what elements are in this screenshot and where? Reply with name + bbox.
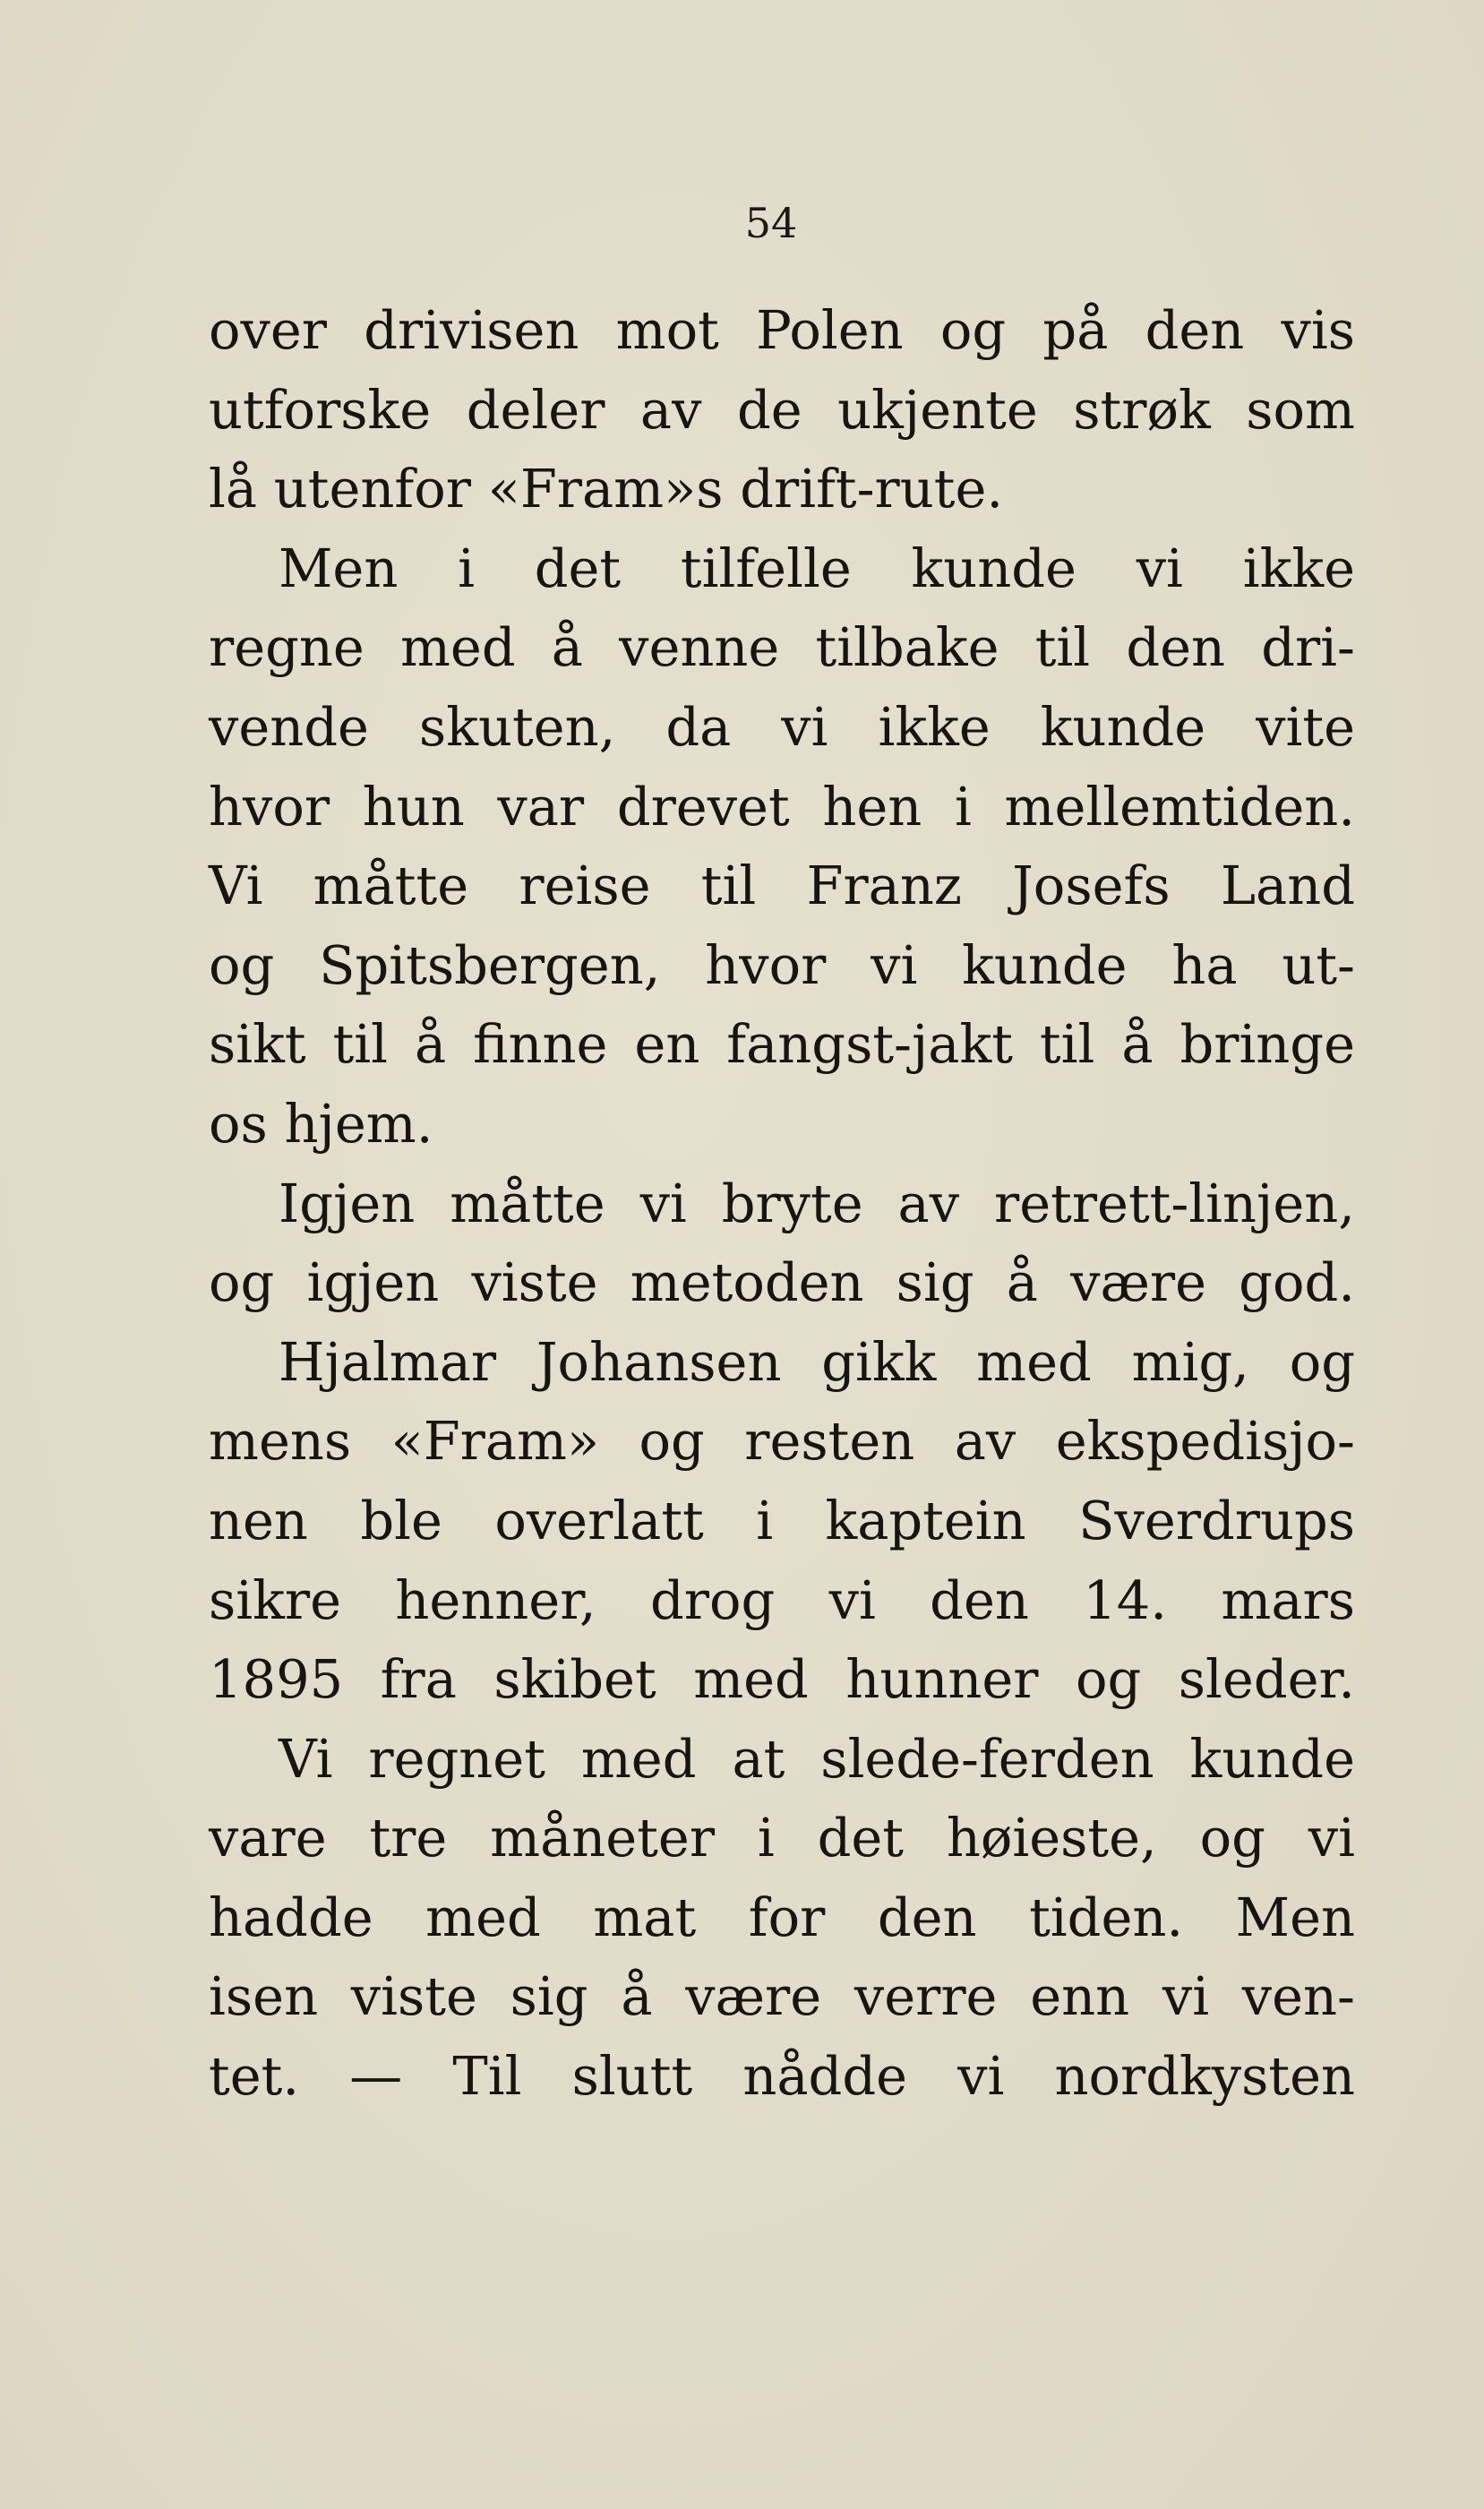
text-line: vende skuten, da vi ikke kunde vite [209,695,1355,758]
text-line: og igjen viste metoden sig å være god. [209,1251,1355,1314]
page-number: 54 [744,199,798,247]
text-line: og Spitsbergen, hvor vi kunde ha ut- [209,933,1355,996]
text-line: Hjalmar Johansen gikk med mig, og [279,1330,1355,1393]
body-text [209,291,1355,2117]
text-line: hadde med mat for den tiden. Men [209,1886,1355,1948]
text-line: utforske deler av de ukjente strøk som [209,378,1355,441]
text-line: nen ble overlatt i kaptein Sverdrups [209,1489,1355,1551]
text-line: sikt til å finne en fangst-jakt til å bringe [209,1013,1355,1076]
text-line: over drivisen mot Polen og på den vis [209,299,1355,361]
text-line: hvor hun var drevet hen i mellemtiden. [209,775,1355,838]
text-line: Vi måtte reise til Franz Josefs Land [209,855,1355,917]
text-line: isen viste sig å være verre enn vi ven- [209,1965,1355,2028]
text-line: mens «Fram» og resten av ekspedisjo- [209,1410,1355,1473]
text-line: sikre henner, drog vi den 14. mars [209,1568,1355,1631]
text-line: Igjen måtte vi bryte av retrett-linjen, [279,1172,1355,1234]
text-line: tet. — Til slutt nådde vi nordkysten [209,2045,1355,2108]
text-line: lå utenfor «Fram»s drift-rute. [209,458,1004,520]
text-line: os hjem. [209,1092,433,1155]
text-line: Men i det tilfelle kunde vi ikke [279,537,1355,599]
text-line: vare tre måneter i det høieste, og vi [209,1807,1355,1869]
text-line: Vi regnet med at slede-ferden kunde [279,1727,1355,1790]
text-line: regne med å venne tilbake til den dri- [209,616,1355,679]
text-line: 1895 fra skibet med hunner og sleder. [209,1648,1355,1711]
